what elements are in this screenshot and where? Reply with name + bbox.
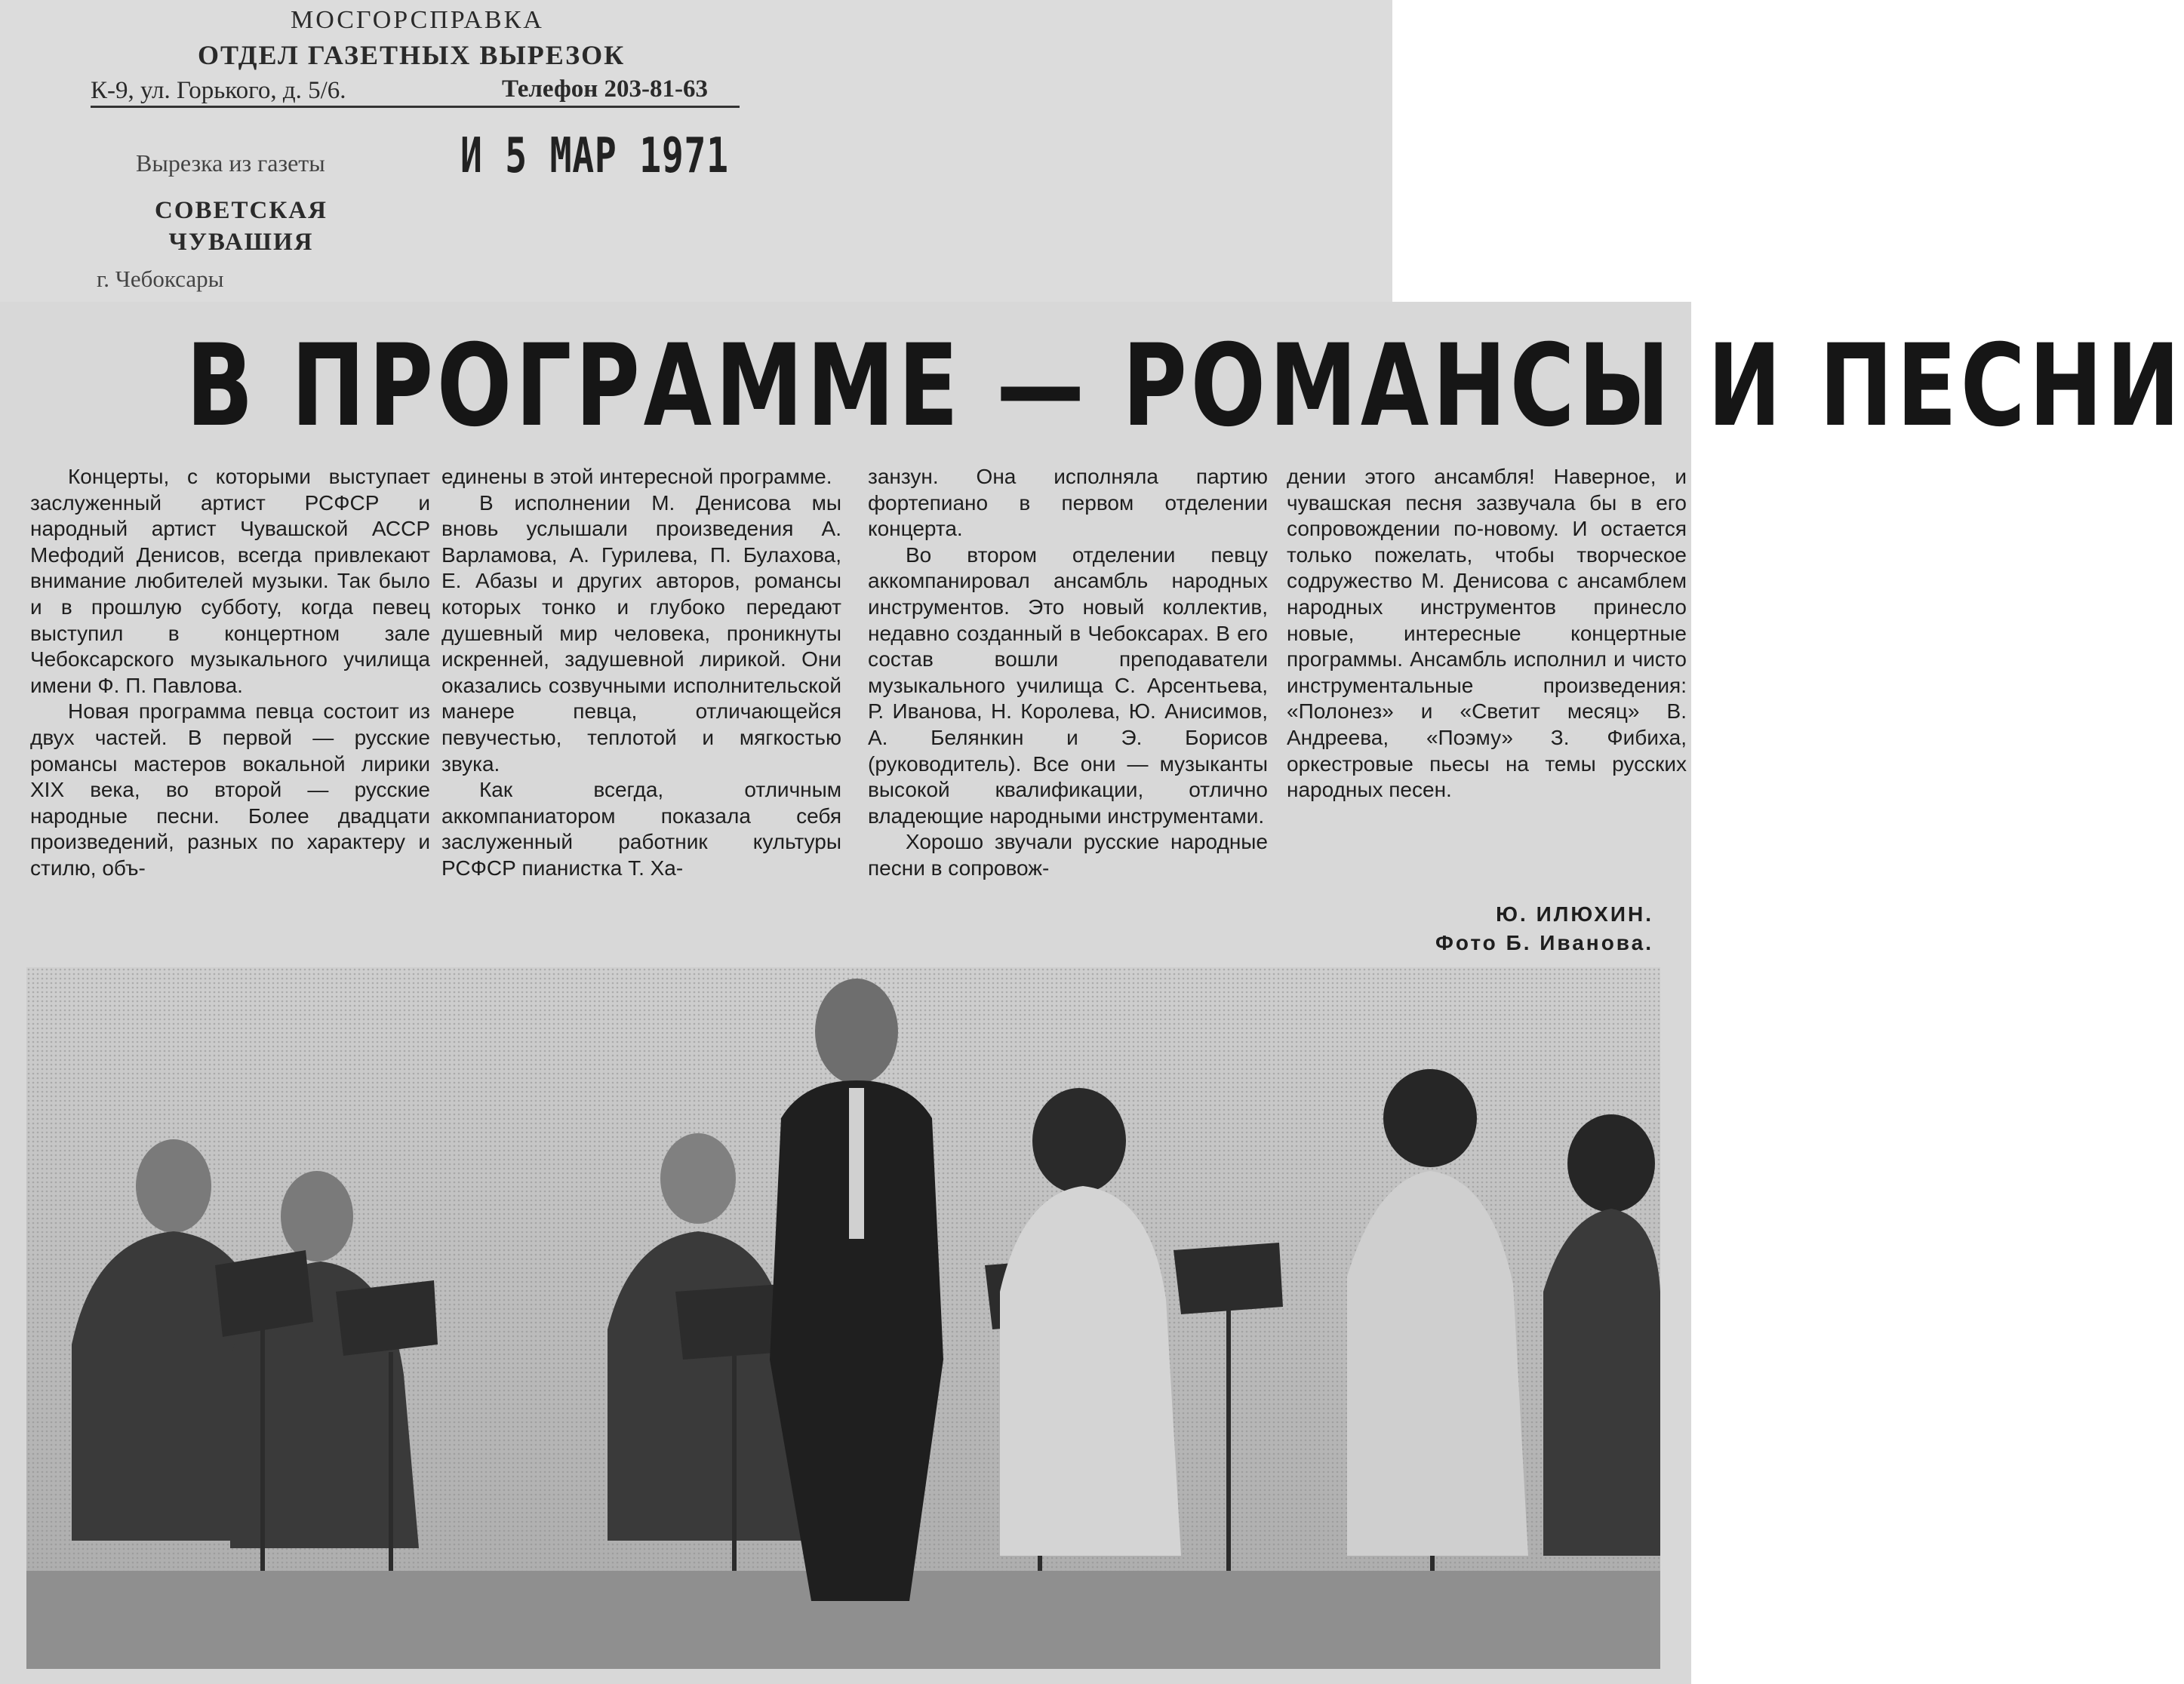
header-rule — [91, 106, 740, 108]
paragraph: В исполнении М. Денисова мы вновь услышали произведения А. Варламова, А. Гурилева, П. Булахова, Е. Абазы и других авторов, романсы которых тонко и глубоко передают душевный мир человека, проникнуты искренней, задушевной лирикой. Они оказались созвучными исполнительской манере певца, отличающейся певучестью, теплотой и мягкостью звука. — [441, 490, 841, 776]
paragraph: единены в этой интересной программе. — [441, 465, 832, 488]
author-name: Ю. ИЛЮХИН. — [1496, 902, 1653, 926]
clipping-from-label: Вырезка из газеты — [136, 149, 325, 177]
paragraph: Хорошо звучали русские народные песни в сопровож- — [868, 830, 1268, 880]
byline — [1435, 900, 1653, 957]
article-column-3 — [868, 464, 1268, 962]
newspaper-name-line1: СОВЕТСКАЯ — [155, 197, 328, 224]
article-headline: В ПРОГРАММЕ — РОМАНСЫ И ПЕСНИ — [186, 321, 2184, 452]
concert-photo-image — [26, 967, 1660, 1669]
paragraph: Концерты, с которыми выступает заслуженный артист РСФСР и народный артист Чувашской АССР Мефодий Денисов, всегда привлекают внимание любителей музыки. Так было и в прошлую субботу, когда певец выступил в концертном зале Чебоксарского музыкального училища имени Ф. П. Павлова. — [30, 465, 430, 697]
article-column-1 — [30, 464, 430, 962]
paragraph: занзун. Она исполняла партию фортепиано в первом отделении концерта. — [868, 465, 1268, 541]
paragraph: Во втором отделении певцу аккомпанировал ансамбль народных инструментов. Это новый коллектив, недавно созданный в Чебоксарах. В его состав вошли преподаватели музыкального училища С. Арсентьева, Р. Иванова, Н. Королева, Ю. Анисимов, А. Белянкин и Э. Борисов (руководитель). Все они — музыканты высокой квалификации, отлично владеющие народными инструментами. — [868, 542, 1268, 828]
newspaper-name-line2: ЧУВАШИЯ — [168, 229, 314, 256]
newspaper-name — [155, 195, 328, 258]
bureau-phone: Телефон 203-81-63 — [502, 75, 709, 103]
paragraph: Как всегда, отличным аккомпаниатором показала себя заслуженный работник культуры РСФСР пианистка Т. Ха- — [441, 778, 841, 880]
article-column-4 — [1287, 464, 1687, 887]
concert-photo — [26, 967, 1660, 1669]
paragraph: дении этого ансамбля! Наверное, и чувашская песня зазвучала бы в его сопровождении по-новому. И остается только пожелать, чтобы творческое содружество М. Денисова с ансамблем народных инструментов принесло новые, интересные концертные программы. Ансамбль исполнил и чисто инструментальные произведения: «Полонез» и «Светит месяц» В. Андреева, «Поэму» З. Фибиха, оркестровые пьесы на темы русских народных песен. — [1287, 465, 1687, 802]
bureau-address: К-9, ул. Горького, д. 5/6. — [91, 77, 346, 104]
clipping-bureau-label — [0, 0, 1392, 317]
date-stamp: И 5 МАР 1971 — [460, 128, 729, 184]
bureau-department: ОТДЕЛ ГАЗЕТНЫХ ВЫРЕЗОК — [198, 40, 626, 70]
paragraph: Новая программа певца состоит из двух частей. В первой — русские романсы мастеров вокальной лирики XIX века, во второй — русские народные песни. Более двадцати произведений, разных по характеру и стилю, объ- — [30, 699, 430, 880]
bureau-name: МОСГОРСПРАВКА — [291, 6, 544, 34]
newspaper-city: г. Чебоксары — [97, 266, 224, 292]
photo-credit: Фото Б. Иванова. — [1435, 931, 1653, 954]
article-column-2 — [441, 464, 841, 962]
